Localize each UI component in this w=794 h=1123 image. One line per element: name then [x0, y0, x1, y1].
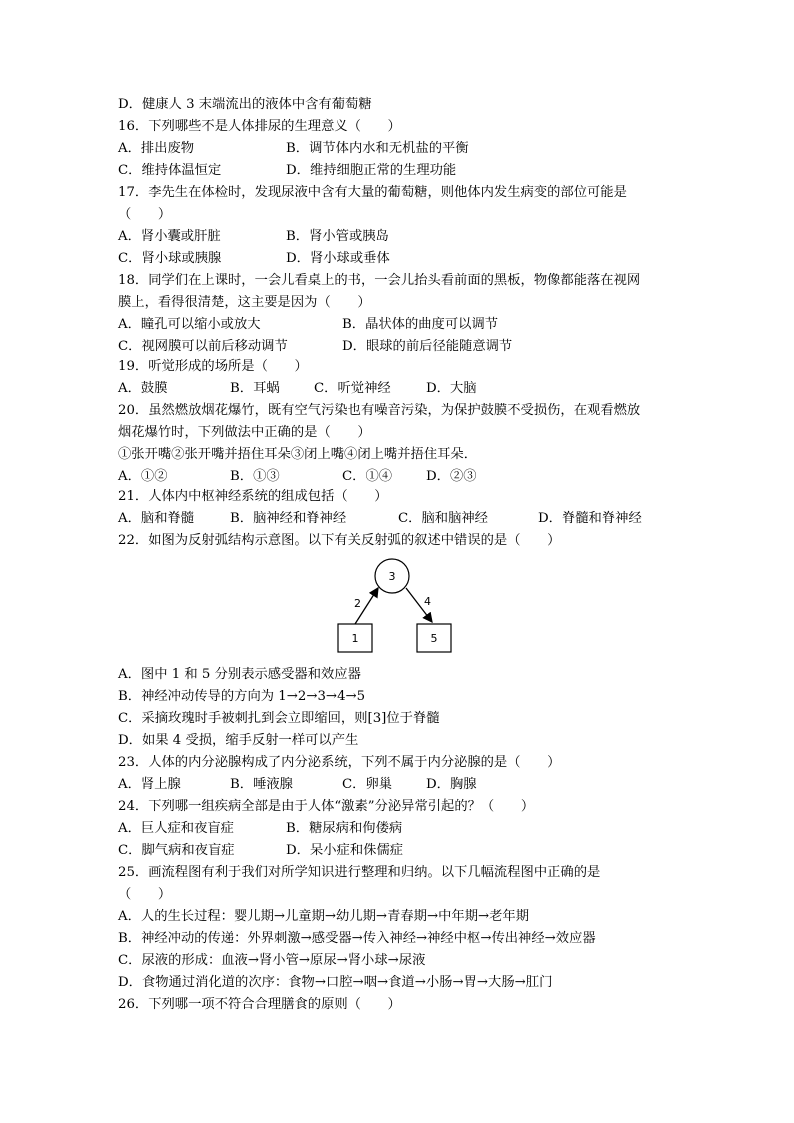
q24-option-d: D．呆小症和侏儒症	[286, 843, 404, 858]
q25-option-b: B．神经冲动的传递：外界刺激→感受器→传入神经→神经中枢→传出神经→效应器	[118, 931, 596, 946]
q16-option-c: C．维持体温恒定	[118, 163, 222, 178]
q16-stem: 16．下列哪些不是人体排尿的生理意义（ ）	[118, 119, 401, 134]
q16-option-a: A．排出废物	[118, 141, 195, 156]
q20-items: ①张开嘴②张开嘴并捂住耳朵③闭上嘴④闭上嘴并捂住耳朵．	[118, 447, 478, 462]
q20-stem: 20．虽然燃放烟花爆竹，既有空气污染也有噪音污染，为保护鼓膜不受损伤，在观看燃放	[118, 403, 641, 418]
q19-option-a: A．鼓膜	[118, 381, 168, 396]
q20-option-d: D．②③	[426, 469, 477, 484]
q22-option-c: C．采摘玫瑰时手被刺扎到会立即缩回，则[3]位于脊髓	[118, 711, 440, 726]
q18-option-d: D．眼球的前后径能随意调节	[342, 339, 513, 354]
q25-option-a: A．人的生长过程：婴儿期→儿童期→幼儿期→青春期→中年期→老年期	[118, 909, 530, 924]
receptor-label: 1	[351, 632, 359, 645]
q15-option-d: D．健康人 3 末端流出的液体中含有葡萄糖	[118, 97, 372, 112]
q19-option-c: C．听觉神经	[314, 381, 391, 396]
q22-stem: 22．如图为反射弧结构示意图。以下有关反射弧的叙述中错误的是（ ）	[118, 533, 561, 548]
q17-stem: 17．李先生在体检时，发现尿液中含有大量的葡萄糖，则他体内发生病变的部位可能是	[118, 185, 627, 200]
q19-option-b: B．耳蜗	[230, 381, 280, 396]
q17-option-d: D．肾小球或垂体	[286, 251, 390, 266]
nerve-center-label: 3	[388, 570, 396, 583]
q22-option-d: D．如果 4 受损，缩手反射一样可以产生	[118, 733, 359, 748]
q18-option-b: B．晶状体的曲度可以调节	[342, 317, 499, 332]
q20-option-b: B．①③	[230, 469, 280, 484]
q23-option-d: D．胸腺	[426, 777, 477, 792]
q24-stem: 24．下列哪一组疾病全部是由于人体“激素”分泌异常引起的？（ ）	[118, 799, 535, 814]
q20-option-c: C．①④	[342, 469, 393, 484]
q21-stem: 21．人体内中枢神经系统的组成包括（ ）	[118, 489, 388, 504]
q19-stem: 19．听觉形成的场所是（ ）	[118, 359, 308, 374]
q17-option-c: C．肾小球或胰腺	[118, 251, 222, 266]
q23-option-b: B．唾液腺	[230, 777, 293, 792]
reflex-arc-diagram	[330, 556, 460, 656]
q26-stem: 26．下列哪一项不符合合理膳食的原则（ ）	[118, 997, 401, 1012]
q22-option-b: B．神经冲动传导的方向为 1→2→3→4→5	[118, 689, 366, 704]
q18-option-c: C．视网膜可以前后移动调节	[118, 339, 288, 354]
q16-option-d: D．维持细胞正常的生理功能	[286, 163, 457, 178]
q25-stem-cont: （ ）	[118, 887, 172, 902]
q17-option-b: B．肾小管或胰岛	[286, 229, 389, 244]
q20-stem-cont: 烟花爆竹时，下列做法中正确的是（ ）	[118, 425, 371, 440]
q21-option-c: C．脑和脑神经	[398, 511, 488, 526]
q17-option-a: A．肾小囊或肝脏	[118, 229, 221, 244]
q21-option-b: B．脑神经和脊神经	[230, 511, 347, 526]
q17-stem-cont: （ ）	[118, 207, 172, 222]
q25-option-c: C．尿液的形成：血液→肾小管→原尿→肾小球→尿液	[118, 953, 426, 968]
effector-label: 5	[430, 632, 438, 645]
afferent-label: 2	[354, 597, 361, 610]
q20-option-a: A．①②	[118, 469, 168, 484]
q23-option-a: A．肾上腺	[118, 777, 181, 792]
q23-stem: 23．人体的内分泌腺构成了内分泌系统，下列不属于内分泌腺的是（ ）	[118, 755, 561, 770]
q21-option-d: D．脊髓和脊神经	[538, 511, 642, 526]
q16-option-b: B．调节体内水和无机盐的平衡	[286, 141, 469, 156]
q19-option-d: D．大脑	[426, 381, 477, 396]
q21-option-a: A．脑和脊髓	[118, 511, 195, 526]
q18-option-a: A．瞳孔可以缩小或放大	[118, 317, 261, 332]
q18-stem: 18．同学们在上课时，一会儿看桌上的书，一会儿抬头看前面的黑板，物像都能落在视网	[118, 273, 641, 288]
q24-option-a: A．巨人症和夜盲症	[118, 821, 234, 836]
q24-option-c: C．脚气病和夜盲症	[118, 843, 235, 858]
q23-option-c: C．卵巢	[342, 777, 393, 792]
q24-option-b: B．糖尿病和佝偻病	[286, 821, 403, 836]
q18-stem-cont: 膜上，看得很清楚，这主要是因为（ ）	[118, 295, 371, 310]
efferent-label: 4	[424, 595, 431, 608]
q22-option-a: A．图中 1 和 5 分别表示感受器和效应器	[118, 667, 361, 682]
q25-option-d: D．食物通过消化道的次序：食物→口腔→咽→食道→小肠→胃→大肠→肛门	[118, 975, 553, 990]
q25-stem: 25．画流程图有利于我们对所学知识进行整理和归纳。以下几幅流程图中正确的是	[118, 865, 601, 880]
